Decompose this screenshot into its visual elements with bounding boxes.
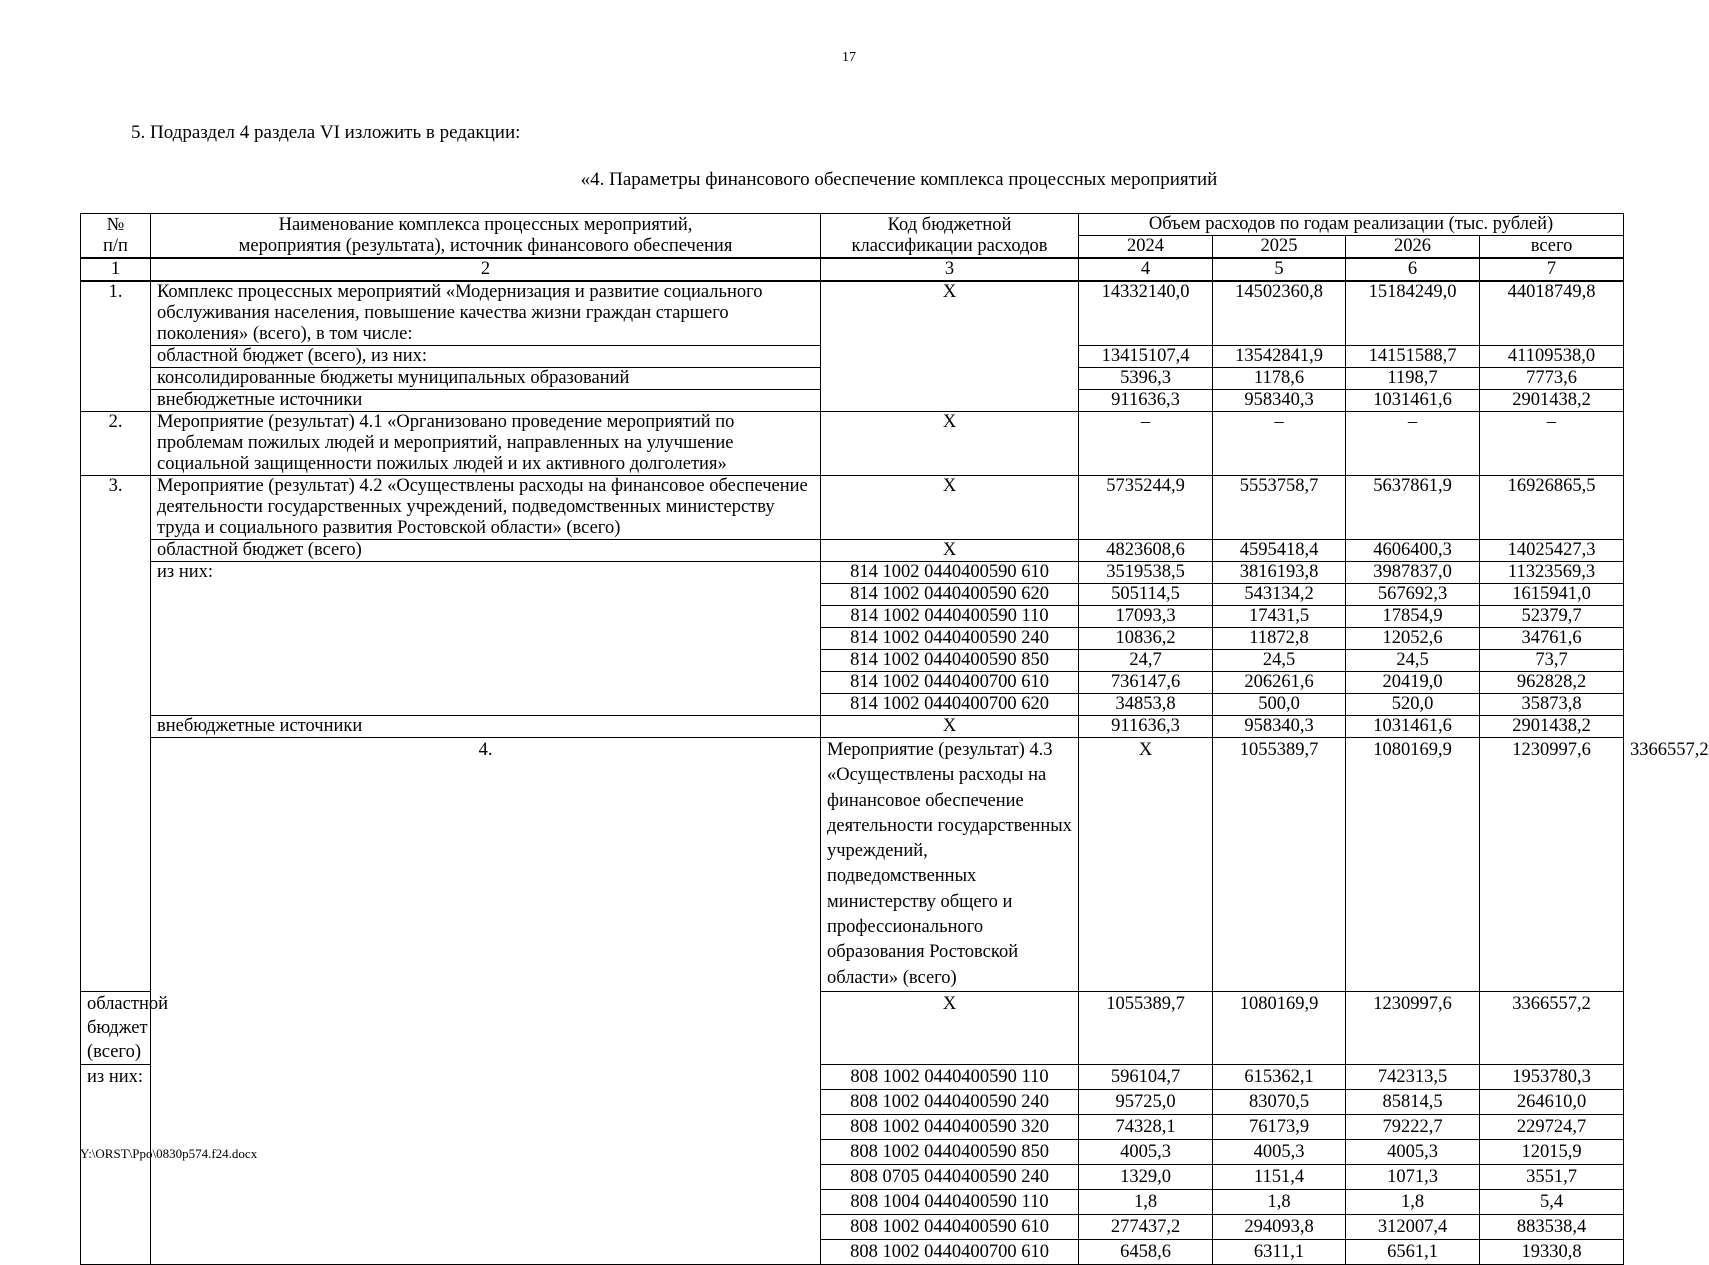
row-name: внебюджетные источники: [151, 390, 821, 412]
value-2024: 4823608,6: [1079, 540, 1213, 562]
table-row: [81, 281, 1624, 346]
header-num: № п/п: [81, 214, 151, 259]
value-total: 2901438,2: [1480, 716, 1624, 738]
row-name: внебюджетные источники: [151, 716, 821, 738]
value-2024: 596104,7: [1079, 1064, 1213, 1089]
row-number: 1.: [81, 281, 151, 412]
value-total: 2901438,2: [1480, 390, 1624, 412]
header-code: Код бюджетной классификации расходов: [821, 214, 1079, 259]
budget-code: 808 0705 0440400590 240: [821, 1164, 1079, 1189]
value-2024: 1329,0: [1079, 1164, 1213, 1189]
value-2026: 1,8: [1346, 1189, 1480, 1214]
column-numbers-row: [81, 258, 1624, 281]
col-number: 1: [81, 258, 151, 281]
value-total: 44018749,8: [1480, 281, 1624, 346]
value-2026: 15184249,0: [1346, 281, 1480, 346]
value-2025: 14502360,8: [1213, 281, 1346, 346]
header-volume: Объем расходов по годам реализации (тыс. рублей): [1079, 214, 1624, 236]
value-2024: –: [1079, 412, 1213, 476]
value-2025: 958340,3: [1213, 716, 1346, 738]
value-total: 5,4: [1480, 1189, 1624, 1214]
value-2024: 14332140,0: [1079, 281, 1213, 346]
value-2026: 6561,1: [1346, 1239, 1480, 1264]
row-name: Мероприятие (результат) 4.2 «Осуществлены расходы на финансовое обеспечение деятельности государственных учреждений, подведомственных министерству труда и социального развития Ростовской области» (всего): [151, 476, 821, 540]
row-code: Х: [1079, 738, 1213, 992]
value-2024: 17093,3: [1079, 606, 1213, 628]
budget-code: 814 1002 0440400590 850: [821, 650, 1079, 672]
header-year-2024: 2024: [1079, 236, 1213, 259]
value-2025: 543134,2: [1213, 584, 1346, 606]
budget-code: 808 1002 0440400700 610: [821, 1239, 1079, 1264]
value-2025: 615362,1: [1213, 1064, 1346, 1089]
value-2024: 5735244,9: [1079, 476, 1213, 540]
financial-table: [80, 213, 1709, 1265]
value-2026: 5637861,9: [1346, 476, 1480, 540]
value-2026: 17854,9: [1346, 606, 1480, 628]
table-row: [81, 476, 1624, 540]
value-2026: 79222,7: [1346, 1114, 1480, 1139]
row-code: Х: [821, 412, 1079, 476]
row-name: областной бюджет (всего), из них:: [151, 346, 821, 368]
value-2024: 1,8: [1079, 1189, 1213, 1214]
budget-code: 808 1002 0440400590 610: [821, 1214, 1079, 1239]
row-code: Х: [821, 540, 1079, 562]
value-2024: 736147,6: [1079, 672, 1213, 694]
value-2025: 17431,5: [1213, 606, 1346, 628]
value-total: 14025427,3: [1480, 540, 1624, 562]
table-row: [81, 540, 1624, 562]
value-total: 16926865,5: [1480, 476, 1624, 540]
value-2026: 20419,0: [1346, 672, 1480, 694]
value-2024: 10836,2: [1079, 628, 1213, 650]
header-total: всего: [1480, 236, 1624, 259]
budget-code: 814 1002 0440400700 620: [821, 694, 1079, 716]
table-row: [81, 412, 1624, 476]
value-2024: 95725,0: [1079, 1089, 1213, 1114]
budget-code: 814 1002 0440400590 110: [821, 606, 1079, 628]
value-2024: 24,7: [1079, 650, 1213, 672]
value-total: 962828,2: [1480, 672, 1624, 694]
value-2025: 1178,6: [1213, 368, 1346, 390]
budget-code: 808 1002 0440400590 850: [821, 1139, 1079, 1164]
value-2025: 1080169,9: [1213, 991, 1346, 1064]
col-number: 4: [1079, 258, 1213, 281]
value-2024: 1055389,7: [1079, 991, 1213, 1064]
row-code: Х: [821, 716, 1079, 738]
value-2025: 294093,8: [1213, 1214, 1346, 1239]
value-2026: 1198,7: [1346, 368, 1480, 390]
value-total: 264610,0: [1480, 1089, 1624, 1114]
value-2026: 1071,3: [1346, 1164, 1480, 1189]
value-2024: 505114,5: [1079, 584, 1213, 606]
header-year-2025: 2025: [1213, 236, 1346, 259]
row-number: 4.: [151, 738, 821, 1265]
row-name: Мероприятие (результат) 4.3 «Осуществлены расходы на финансовое обеспечение деятельности государственных учреждений, подведомственных министерству общего и профессионального образования Ростовской области» (всего): [821, 738, 1079, 992]
row-name: консолидированные бюджеты муниципальных образований: [151, 368, 821, 390]
value-2024: 6458,6: [1079, 1239, 1213, 1264]
header-year-2026: 2026: [1346, 236, 1480, 259]
value-2026: 12052,6: [1346, 628, 1480, 650]
col-number: 2: [151, 258, 821, 281]
value-total: 52379,7: [1480, 606, 1624, 628]
table-row: [81, 716, 1624, 738]
value-2025: 4595418,4: [1213, 540, 1346, 562]
value-total: 12015,9: [1480, 1139, 1624, 1164]
value-2026: 520,0: [1346, 694, 1480, 716]
value-2024: 911636,3: [1079, 716, 1213, 738]
value-2024: 1055389,7: [1213, 738, 1346, 992]
col-number: 5: [1213, 258, 1346, 281]
value-total: 34761,6: [1480, 628, 1624, 650]
row-number: 2.: [81, 412, 151, 476]
row-code: Х: [821, 991, 1079, 1064]
value-2025: 1080169,9: [1346, 738, 1480, 992]
header-row: [81, 214, 1624, 236]
row-name: областной бюджет (всего): [81, 991, 151, 1064]
value-2025: 206261,6: [1213, 672, 1346, 694]
value-total: 7773,6: [1480, 368, 1624, 390]
value-2026: 312007,4: [1346, 1214, 1480, 1239]
value-2025: 5553758,7: [1213, 476, 1346, 540]
table-row: [81, 562, 1624, 584]
value-2026: 3987837,0: [1346, 562, 1480, 584]
value-2024: 34853,8: [1079, 694, 1213, 716]
value-2026: 1031461,6: [1346, 716, 1480, 738]
row-name: областной бюджет (всего): [151, 540, 821, 562]
value-total: –: [1480, 412, 1624, 476]
col-number: 3: [821, 258, 1079, 281]
value-2024: 3519538,5: [1079, 562, 1213, 584]
value-2026: 1031461,6: [1346, 390, 1480, 412]
value-2024: 4005,3: [1079, 1139, 1213, 1164]
intro-paragraph: 5. Подраздел 4 раздела VI изложить в редакции:: [131, 122, 521, 143]
row-code: Х: [821, 281, 1079, 412]
budget-code: 808 1002 0440400590 240: [821, 1089, 1079, 1114]
value-total: 883538,4: [1480, 1214, 1624, 1239]
value-2026: 1230997,6: [1480, 738, 1624, 992]
file-path-footer: Y:\ORST\Ppo\0830p574.f24.docx: [80, 1146, 258, 1161]
value-2026: 24,5: [1346, 650, 1480, 672]
value-2025: –: [1213, 412, 1346, 476]
value-2025: 11872,8: [1213, 628, 1346, 650]
budget-code: 814 1002 0440400590 610: [821, 562, 1079, 584]
value-2024: 5396,3: [1079, 368, 1213, 390]
value-total: 73,7: [1480, 650, 1624, 672]
value-total: 3551,7: [1480, 1164, 1624, 1189]
col-number: 7: [1480, 258, 1624, 281]
row-name: из них:: [81, 1064, 151, 1264]
value-2024: 74328,1: [1079, 1114, 1213, 1139]
value-2025: 1,8: [1213, 1189, 1346, 1214]
value-2025: 4005,3: [1213, 1139, 1346, 1164]
value-2024: 13415107,4: [1079, 346, 1213, 368]
value-2025: 6311,1: [1213, 1239, 1346, 1264]
value-2026: 742313,5: [1346, 1064, 1480, 1089]
value-2026: 85814,5: [1346, 1089, 1480, 1114]
value-total: 19330,8: [1480, 1239, 1624, 1264]
header-name: Наименование комплекса процессных мероприятий, мероприятия (результата), источник финансового обеспечения: [151, 214, 821, 259]
value-2025: 500,0: [1213, 694, 1346, 716]
value-total: 11323569,3: [1480, 562, 1624, 584]
value-2025: 24,5: [1213, 650, 1346, 672]
value-total: 229724,7: [1480, 1114, 1624, 1139]
value-2024: 911636,3: [1079, 390, 1213, 412]
col-number: 6: [1346, 258, 1480, 281]
value-2025: 958340,3: [1213, 390, 1346, 412]
value-total: 1615941,0: [1480, 584, 1624, 606]
row-number: 3.: [81, 476, 151, 992]
value-2025: 1151,4: [1213, 1164, 1346, 1189]
budget-code: 814 1002 0440400590 620: [821, 584, 1079, 606]
value-2026: 1230997,6: [1346, 991, 1480, 1064]
budget-code: 808 1004 0440400590 110: [821, 1189, 1079, 1214]
page-number: 17: [842, 50, 856, 65]
value-2026: 4005,3: [1346, 1139, 1480, 1164]
row-code: Х: [821, 476, 1079, 540]
value-2025: 3816193,8: [1213, 562, 1346, 584]
value-total: 41109538,0: [1480, 346, 1624, 368]
value-total: 35873,8: [1480, 694, 1624, 716]
row-name: Мероприятие (результат) 4.1 «Организовано проведение мероприятий по проблемам пожилых людей и мероприятий, направленных на улучшение социальной защищенности пожилых людей и их активного долголетия»: [151, 412, 821, 476]
value-2024: 277437,2: [1079, 1214, 1213, 1239]
value-2025: 83070,5: [1213, 1089, 1346, 1114]
value-2026: –: [1346, 412, 1480, 476]
value-2025: 13542841,9: [1213, 346, 1346, 368]
row-name: из них:: [151, 562, 821, 716]
value-2026: 4606400,3: [1346, 540, 1480, 562]
value-total: 3366557,2: [1480, 991, 1624, 1064]
budget-code: 814 1002 0440400590 240: [821, 628, 1079, 650]
value-2025: 76173,9: [1213, 1114, 1346, 1139]
budget-code: 814 1002 0440400700 610: [821, 672, 1079, 694]
row-name: Комплекс процессных мероприятий «Модернизация и развитие социального обслуживания населения, повышение качества жизни граждан старшего поколения» (всего), в том числе:: [151, 281, 821, 346]
budget-code: 808 1002 0440400590 110: [821, 1064, 1079, 1089]
value-2026: 567692,3: [1346, 584, 1480, 606]
value-total: 1953780,3: [1480, 1064, 1624, 1089]
budget-code: 808 1002 0440400590 320: [821, 1114, 1079, 1139]
table-title: «4. Параметры финансового обеспечение комплекса процессных мероприятий: [580, 169, 1218, 190]
table-row: 4. Мероприятие (результат) 4.3 «Осуществлены расходы на финансовое обеспечение деятельности государственных учреждений, подведомственных министерству общего и профессионального образования Ростовской области» (всего) Х 1055389,7 1080169,9 1230997,6 3366557,2: [81, 738, 1624, 992]
value-2026: 14151588,7: [1346, 346, 1480, 368]
